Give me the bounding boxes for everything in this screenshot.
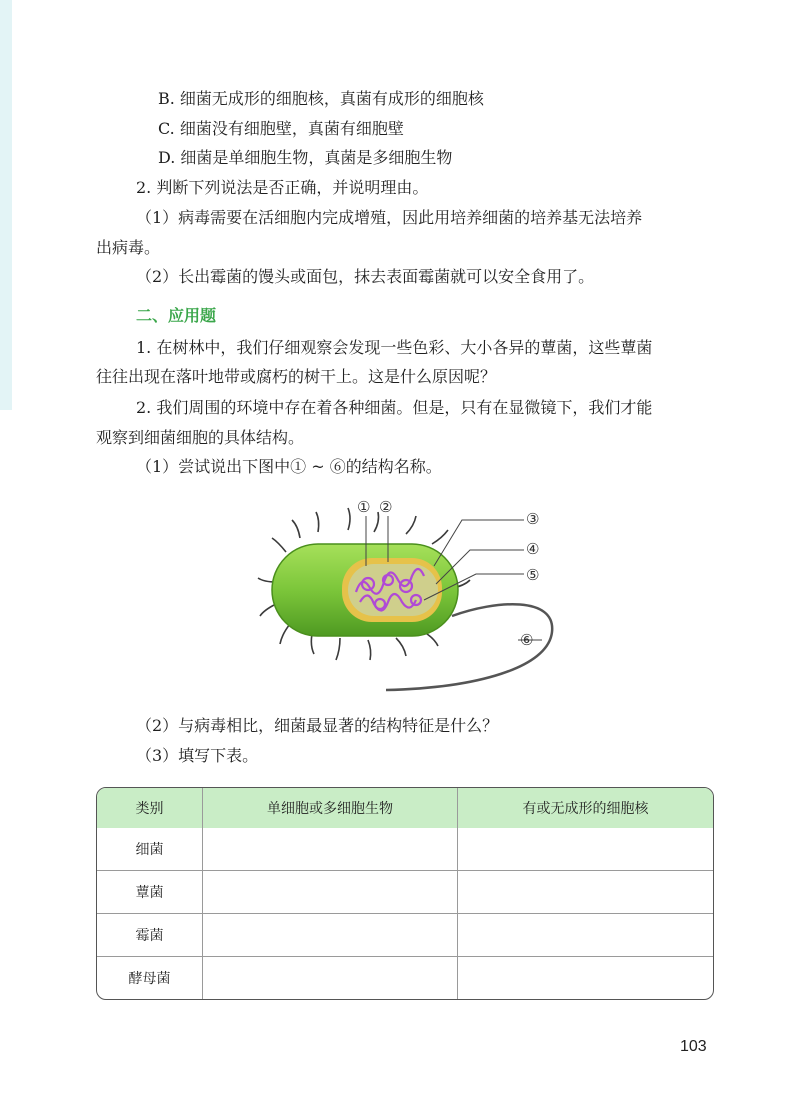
label-3: ③	[526, 510, 540, 528]
table-row	[97, 957, 713, 999]
judge-item1-line2: 出病毒。	[96, 238, 161, 257]
table-row	[97, 871, 713, 914]
judge-prompt: 2. 判断下列说法是否正确，并说明理由。	[136, 178, 429, 197]
table-row	[97, 914, 713, 957]
section-heading: 二、应用题	[136, 306, 217, 325]
option-c: C. 细菌没有细胞壁，真菌有细胞壁	[158, 119, 404, 138]
answer-cell[interactable]	[203, 957, 458, 999]
answer-cell[interactable]	[458, 957, 713, 999]
bacterium-diagram	[256, 492, 556, 692]
table-header-row	[97, 788, 713, 828]
q2-line2: 观察到细菌细胞的具体结构。	[96, 428, 305, 447]
bacterium-figure	[256, 492, 556, 692]
answer-cell[interactable]	[458, 871, 713, 914]
answer-cell[interactable]	[203, 871, 458, 914]
page-edge-strip	[0, 0, 12, 410]
q2-sub1: （1）尝试说出下图中① ~ ⑥的结构名称。	[136, 457, 442, 476]
judge-item2: （2）长出霉菌的馒头或面包，抹去表面霉菌就可以安全食用了。	[136, 267, 595, 286]
row-label: 蕈菌	[97, 871, 203, 914]
header-nucleus: 有或无成形的细胞核	[458, 788, 713, 828]
q2-sub2: （2）与病毒相比，细菌最显著的结构特征是什么？	[136, 716, 499, 735]
header-cellularity: 单细胞或多细胞生物	[203, 788, 458, 828]
row-label: 酵母菌	[97, 957, 203, 999]
label-2: ②	[379, 498, 393, 516]
answer-cell[interactable]	[458, 828, 713, 871]
label-6: ⑥	[520, 631, 534, 649]
q2-line1: 2. 我们周围的环境中存在着各种细菌。但是，只有在显微镜下，我们才能	[136, 398, 653, 417]
row-label: 细菌	[97, 828, 203, 871]
answer-cell[interactable]	[203, 828, 458, 871]
q1-line2: 往往出现在落叶地带或腐朽的树干上。这是什么原因呢？	[96, 367, 497, 386]
label-1: ①	[357, 498, 371, 516]
cytoplasm	[348, 564, 438, 616]
q2-sub3: （3）填写下表。	[136, 746, 259, 765]
answer-cell[interactable]	[203, 914, 458, 957]
label-4: ④	[526, 540, 540, 558]
fill-in-table	[96, 787, 714, 1000]
option-b: B. 细菌无成形的细胞核，真菌有成形的细胞核	[158, 89, 484, 108]
table-row	[97, 828, 713, 871]
header-category: 类别	[97, 788, 203, 828]
judge-item1-line1: （1）病毒需要在活细胞内完成增殖，因此用培养细菌的培养基无法培养	[136, 208, 643, 227]
option-d: D. 细菌是单细胞生物，真菌是多细胞生物	[158, 148, 453, 167]
page-number: 103	[680, 1038, 707, 1055]
q1-line1: 1. 在树林中，我们仔细观察会发现一些色彩、大小各异的蕈菌，这些蕈菌	[136, 338, 653, 357]
answer-cell[interactable]	[458, 914, 713, 957]
label-5: ⑤	[526, 566, 540, 584]
row-label: 霉菌	[97, 914, 203, 957]
